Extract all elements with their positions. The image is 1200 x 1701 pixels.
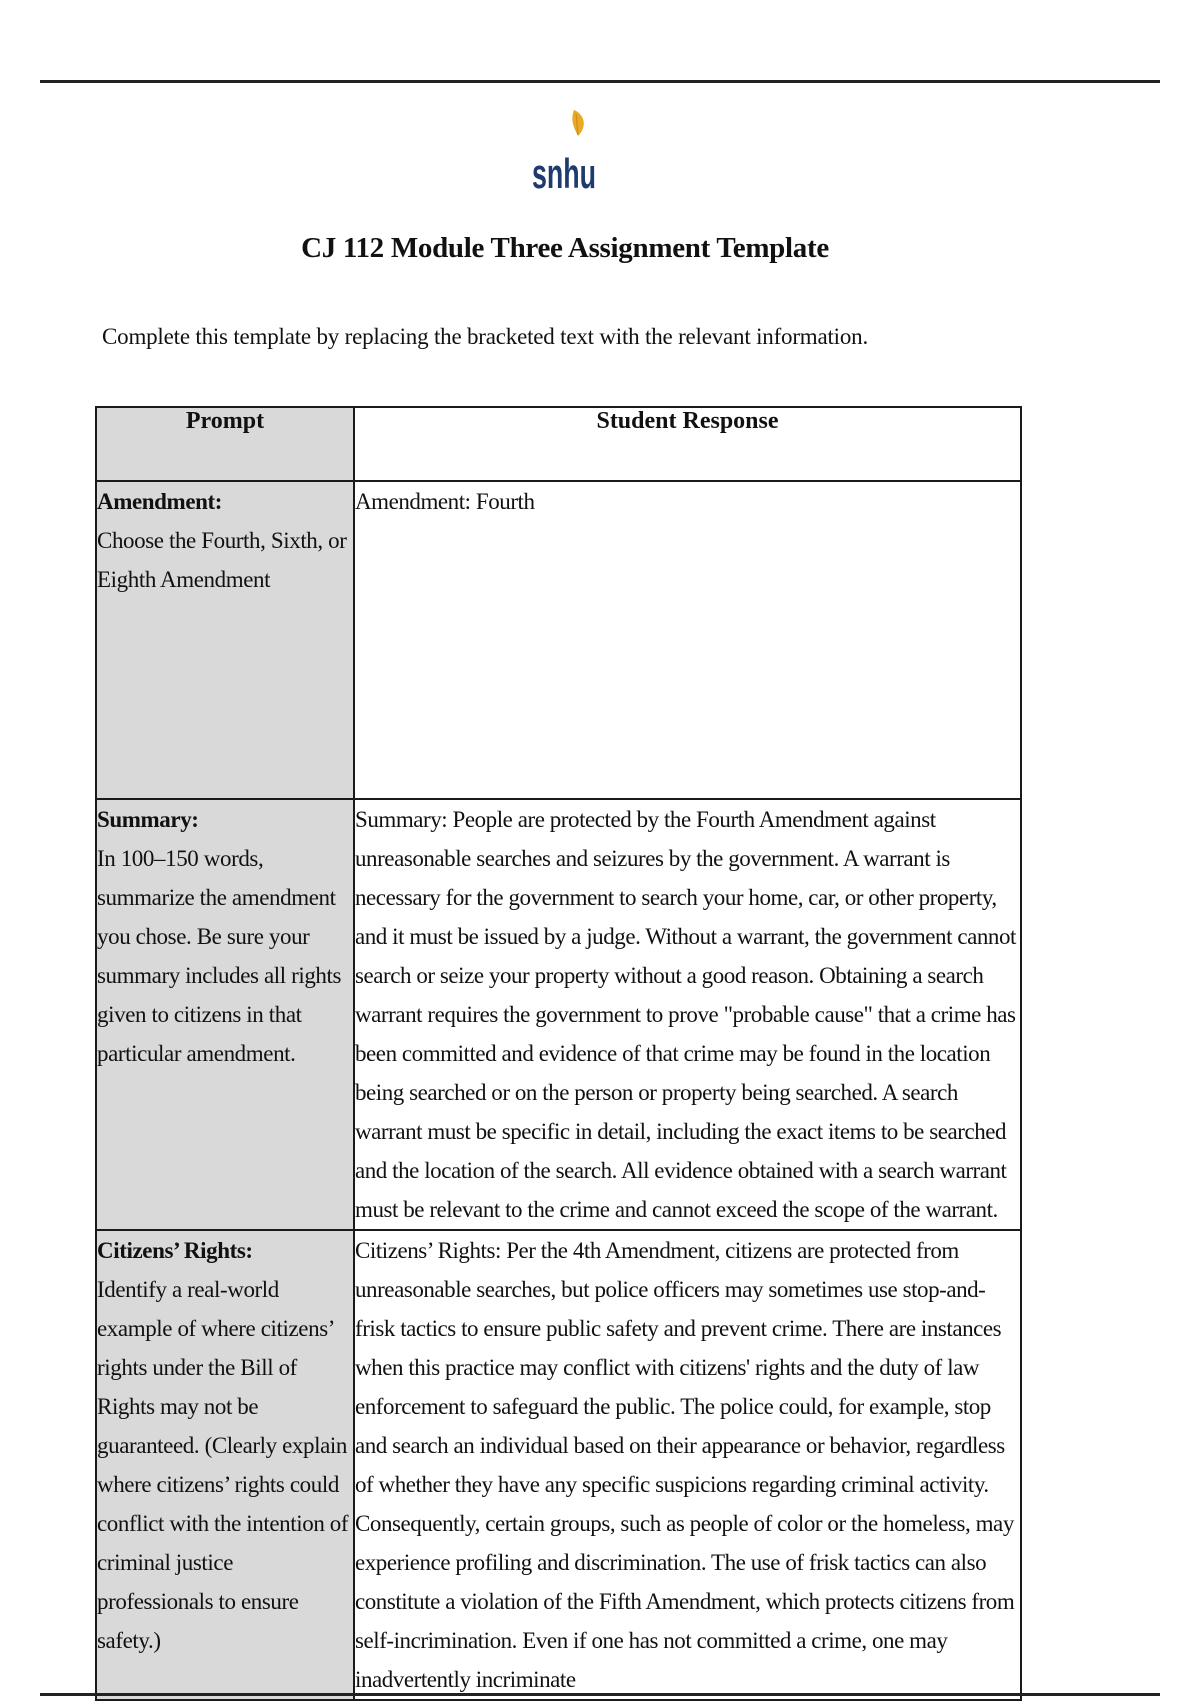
table-row — [96, 1230, 1021, 1700]
prompt-cell-amendment — [96, 481, 354, 799]
table-row — [96, 481, 1021, 799]
prompt-cell-citizens-rights — [96, 1230, 354, 1700]
snhu-logo — [530, 108, 600, 198]
top-divider — [40, 80, 1160, 83]
table-header-row — [96, 407, 1021, 481]
prompt-text: Identify a real-world example of where citizens’ rights under the Bill of Rights may not be guaranteed. (Clearly explain where citizens’ rights could conflict with the intention of criminal justice professionals to ensure safety.) — [97, 1277, 349, 1653]
logo-text: snhu — [532, 150, 596, 197]
prompt-column-header: Prompt — [96, 407, 354, 481]
prompt-label: Amendment: — [97, 489, 223, 514]
assignment-template-table — [95, 406, 1022, 1701]
prompt-text: Choose the Fourth, Sixth, or Eighth Amendment — [97, 528, 347, 592]
prompt-label: Summary: — [97, 807, 199, 832]
table-row — [96, 799, 1021, 1230]
response-cell-summary[interactable]: Summary: People are protected by the Fourth Amendment against unreasonable searches and seizures by the government. A warrant is necessary for the government to search your home, car, or other property, and it must be issued by a judge. Without a warrant, the government cannot search or seize your property without a good reason. Obtaining a search warrant requires the government to prove "probable cause" that a crime has been committed and evidence of that crime may be found in the location being searched or on the person or property being searched. A search warrant must be specific in detail, including the exact items to be searched and the location of the search. All evidence obtained with a search warrant must be relevant to the crime and cannot exceed the scope of the warrant. — [354, 799, 1021, 1230]
bottom-divider — [40, 1693, 1160, 1696]
prompt-cell-summary — [96, 799, 354, 1230]
prompt-label: Citizens’ Rights: — [97, 1238, 253, 1263]
snhu-leaf-logo-icon — [530, 108, 600, 198]
response-cell-citizens-rights[interactable]: Citizens’ Rights: Per the 4th Amendment, citizens are protected from unreasonable searches, but police officers may sometimes use stop-and-frisk tactics to ensure public safety and prevent crime. There are instances when this practice may conflict with citizens' rights and the duty of law enforcement to safeguard the public. The police could, for example, stop and search an individual based on their appearance or behavior, regardless of whether they have any specific suspicions regarding criminal activity. Consequently, certain groups, such as people of color or the homeless, may experience profiling and discrimination. The use of frisk tactics can also constitute a violation of the Fifth Amendment, which protects citizens from self-incrimination. Even if one has not committed a crime, one may inadvertently incriminate — [354, 1230, 1021, 1700]
response-column-header: Student Response — [354, 407, 1021, 481]
response-cell-amendment[interactable]: Amendment: Fourth — [354, 481, 1021, 799]
prompt-text: In 100–150 words, summarize the amendment you chose. Be sure your summary includes all rights given to citizens in that particular amendment. — [97, 846, 342, 1066]
instructions-text: Complete this template by replacing the bracketed text with the relevant information. — [102, 324, 869, 349]
document-title: CJ 112 Module Three Assignment Template — [301, 232, 829, 264]
